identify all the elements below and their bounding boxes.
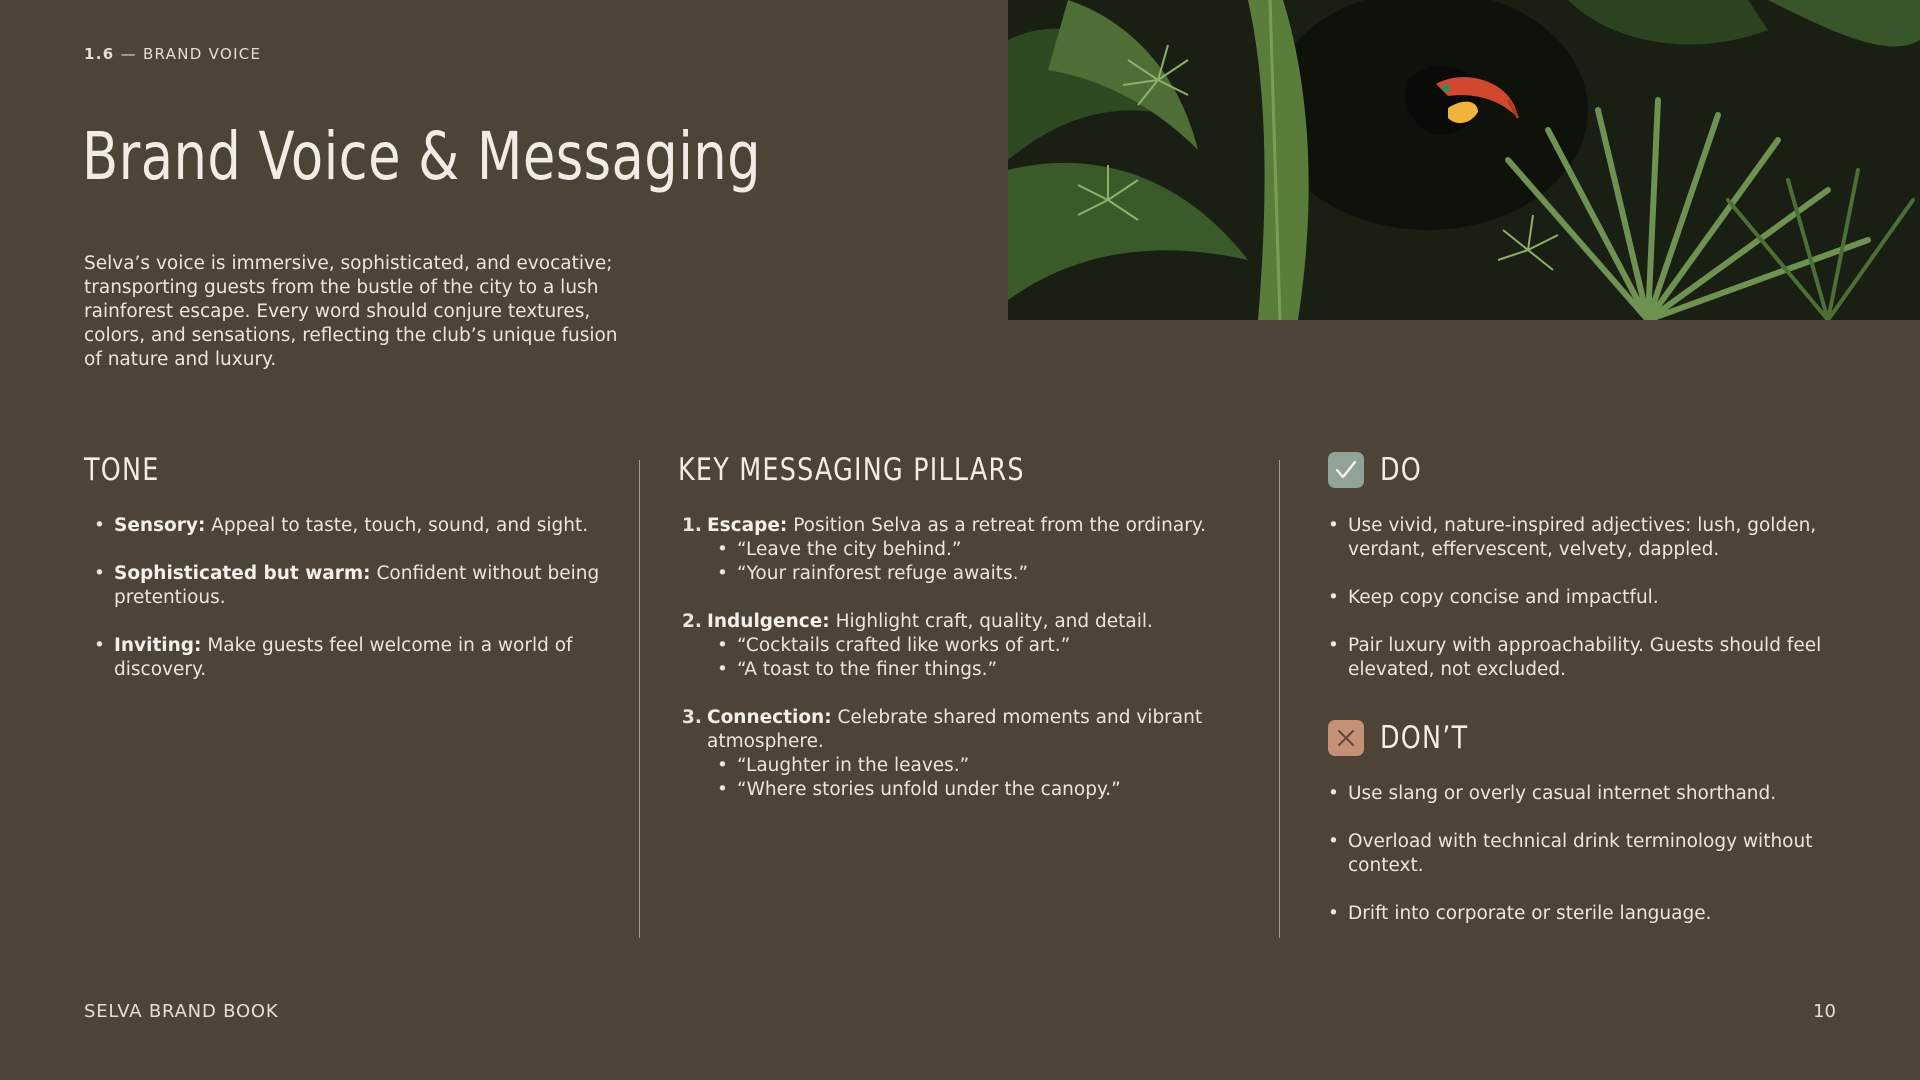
list-item: • Use slang or overly casual internet shorthand.	[1328, 782, 1868, 806]
tone-item-lead: Inviting:	[114, 635, 202, 656]
dont-block	[1328, 718, 1868, 926]
column-divider	[639, 460, 640, 938]
list-item: • Use vivid, nature-inspired adjectives: lush, golden, verdant, effervescent, velvety, dappled.	[1328, 514, 1868, 562]
pillar-item	[678, 706, 1258, 802]
pillar-text: Position Selva as a retreat from the ordinary.	[793, 515, 1207, 536]
do-heading: DO	[1380, 452, 1423, 488]
pillar-item	[678, 514, 1258, 586]
pillar-number: 2.	[682, 611, 702, 632]
tone-item-text: Appeal to taste, touch, sound, and sight.	[211, 515, 589, 536]
do-dont-section	[1328, 450, 1868, 926]
list-item: • Pair luxury with approachability. Guests should feel elevated, not excluded.	[1328, 634, 1868, 682]
section-label: BRAND VOICE	[142, 45, 262, 63]
pillar-quote: • “Your rainforest refuge awaits.”	[707, 562, 1258, 586]
list-item	[84, 514, 624, 538]
list-item	[84, 562, 624, 610]
dont-list	[1328, 782, 1868, 926]
messaging-pillars-section	[678, 450, 1258, 802]
pillar-text: Celebrate shared moments and vibrant atmosphere.	[707, 707, 1203, 752]
pillar-lead: Connection:	[707, 707, 832, 728]
list-item: • Keep copy concise and impactful.	[1328, 586, 1868, 610]
tone-item-text: Make guests feel welcome in a world of discovery.	[114, 635, 573, 680]
pillar-lead: Escape:	[707, 515, 788, 536]
pillar-lead: Indulgence:	[707, 611, 830, 632]
page-number: 10	[1813, 1001, 1836, 1022]
dont-heading: DON’T	[1380, 720, 1469, 756]
tone-list	[84, 514, 624, 682]
footer-brand: SELVA BRAND BOOK	[84, 1001, 279, 1022]
list-item	[84, 634, 624, 682]
pillar-number: 3.	[682, 707, 702, 728]
tone-item-lead: Sophisticated but warm:	[114, 563, 371, 584]
tone-heading: TONE	[84, 452, 160, 488]
do-list	[1328, 514, 1868, 682]
pillar-item	[678, 610, 1258, 682]
section-number: 1.6	[84, 45, 115, 63]
pillars-heading: KEY MESSAGING PILLARS	[678, 452, 1025, 488]
column-divider	[1279, 460, 1280, 938]
pillar-number: 1.	[682, 515, 702, 536]
dont-heading-row	[1328, 718, 1868, 758]
pillar-quote: • “A toast to the finer things.”	[707, 658, 1258, 682]
list-item: • Overload with technical drink terminology without context.	[1328, 830, 1868, 878]
pillar-text: Highlight craft, quality, and detail.	[835, 611, 1153, 632]
check-icon	[1328, 452, 1364, 488]
tone-section	[84, 450, 624, 682]
tone-item-text: Confident without being pretentious.	[114, 563, 600, 608]
x-icon	[1328, 720, 1364, 756]
pillar-quote: • “Leave the city behind.”	[707, 538, 1258, 562]
do-heading-row	[1328, 450, 1868, 490]
page-title: Brand Voice & Messaging	[82, 118, 762, 195]
pillars-list	[678, 514, 1258, 802]
rainforest-toucan-image	[1008, 0, 1920, 320]
pillar-quote: • “Laughter in the leaves.”	[707, 754, 1258, 778]
section-eyebrow	[84, 45, 261, 63]
tone-item-lead: Sensory:	[114, 515, 206, 536]
pillar-quote: • “Cocktails crafted like works of art.”	[707, 634, 1258, 658]
list-item: • Drift into corporate or sterile language.	[1328, 902, 1868, 926]
section-separator: —	[120, 45, 137, 63]
intro-paragraph: Selva’s voice is immersive, sophisticated, and evocative; transporting guests from the bustle of the city to a lush rainforest escape. Every word should conjure textures, colors, and sensations, reflecting the club’s unique fusion of nature and luxury.	[84, 253, 618, 370]
pillar-quote: • “Where stories unfold under the canopy.”	[707, 778, 1258, 802]
